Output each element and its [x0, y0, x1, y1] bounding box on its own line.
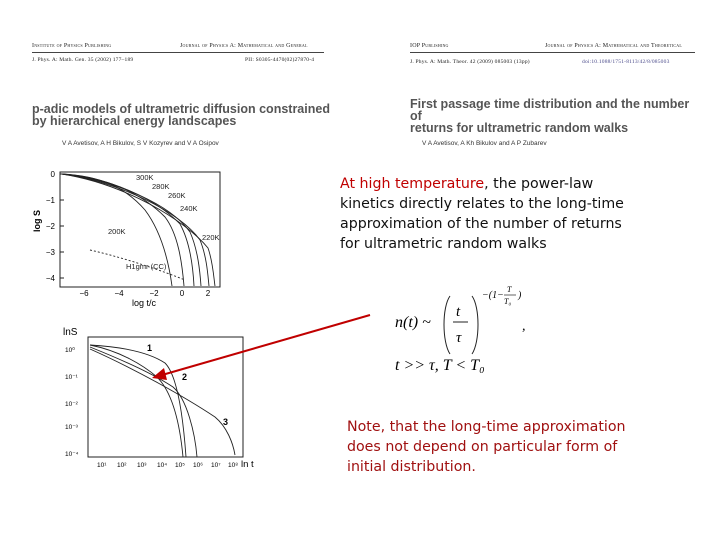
left-header-journal: Journal of Physics A: Mathematical and General — [180, 43, 308, 49]
statement-line1 — [340, 174, 670, 194]
left-pii: PII: S0305-4470(02)27870-4 — [245, 57, 315, 63]
right-header-journal: Journal of Physics A: Mathematical and Theoretical — [545, 43, 683, 49]
arrow-head — [152, 368, 167, 380]
statement-text — [340, 174, 670, 254]
top-ytick-4: −4 — [45, 274, 55, 283]
top-label-200k: 200K — [108, 227, 126, 236]
right-title-line1: First passage time distribution and the number of — [410, 97, 690, 123]
top-plot-ylabel: log S — [32, 210, 42, 232]
bottom-xtick-3: 10⁴ — [157, 462, 168, 469]
pointer-arrow — [140, 305, 380, 395]
formula-condition: t >> τ, T < T₀ — [395, 357, 485, 374]
right-header-rule — [410, 52, 695, 53]
bottom-label-2: 2 — [182, 372, 188, 382]
formula-exp-prefix: −(1− — [482, 290, 504, 301]
top-xtick-2: −2 — [149, 289, 159, 298]
top-plot-xlabel: log t/c — [132, 298, 157, 308]
left-header-rule — [32, 52, 324, 53]
bottom-plot-ylabel: lnS — [63, 327, 78, 338]
bottom-label-1: 1 — [147, 343, 153, 353]
left-title-line1: p-adic models of ultrametric diffusion constrained — [32, 102, 330, 116]
bottom-plot-y-ticks — [65, 346, 79, 458]
formula-trail: , — [522, 319, 526, 334]
formula-right-paren — [472, 296, 478, 354]
bottom-xtick-1: 10² — [117, 462, 127, 469]
top-label-280k: 280K — [152, 182, 170, 191]
left-header-publisher: Institute of Physics Publishing — [32, 43, 112, 49]
top-label-240k: 240K — [180, 204, 198, 213]
formula-left-paren — [444, 296, 450, 354]
right-title-line2: returns for ultrametric random walks — [410, 121, 629, 135]
top-label-260k: 260K — [168, 191, 186, 200]
bottom-ytick-2: 10⁻² — [65, 401, 78, 408]
top-plot-y-ticks — [46, 170, 64, 283]
top-ytick-0: 0 — [50, 170, 55, 179]
top-plot-x-ticks — [79, 289, 210, 298]
top-xtick-1: −4 — [114, 289, 124, 298]
bottom-plot-xlabel: ln t — [241, 459, 254, 470]
left-citation: J. Phys. A: Math. Gen. 35 (2002) 177–189 — [32, 57, 134, 63]
right-citation: J. Phys. A: Math. Theor. 42 (2009) 085003 (13pp) — [410, 59, 530, 65]
top-plot-curve-labels — [108, 173, 220, 271]
formula-frac-num: t — [456, 304, 461, 320]
left-paper-title — [32, 103, 332, 127]
note-line3: initial distribution. — [347, 459, 476, 475]
bottom-ytick-0: 10⁰ — [65, 347, 75, 354]
left-authors: V A Avetisov, A H Bikulov, S V Kozyrev and V A Osipov — [62, 140, 219, 147]
bottom-xtick-7: 10⁸ — [228, 462, 238, 469]
bottom-ytick-3: 10⁻³ — [65, 424, 78, 431]
note-line1: Note, that the long-time approximation — [347, 419, 626, 435]
note-text — [347, 417, 677, 477]
bottom-label-3: 3 — [223, 417, 229, 427]
statement-line3: approximation of the number of returns — [340, 216, 622, 232]
formula-exp-suffix: ) — [518, 290, 522, 301]
statement-line2: kinetics directly relates to the long-time — [340, 196, 624, 212]
formula-exp-den: T₀ — [504, 297, 512, 306]
bottom-xtick-4: 10⁵ — [175, 462, 185, 469]
formula-exp-num: T — [507, 285, 512, 294]
statement-line4: for ultrametric random walks — [340, 236, 547, 252]
note-line2: does not depend on particular form of — [347, 439, 618, 455]
statement-rest-line1: , the power-law — [484, 176, 594, 192]
bottom-xtick-6: 10⁷ — [211, 462, 221, 469]
right-paper-title — [410, 98, 700, 134]
arrow-shaft — [162, 315, 370, 375]
right-header-publisher: IOP Publishing — [410, 43, 449, 49]
bottom-plot-x-ticks — [97, 462, 238, 469]
right-doi[interactable]: doi:10.1088/1751-8113/42/8/085003 — [582, 59, 670, 65]
top-ytick-1: −1 — [45, 196, 55, 205]
left-title-line2: by hierarchical energy landscapes — [32, 114, 237, 128]
top-xtick-3: 0 — [179, 289, 185, 298]
top-plot — [30, 162, 230, 312]
bottom-ytick-4: 10⁻⁴ — [65, 451, 79, 458]
bottom-xtick-2: 10³ — [137, 462, 147, 469]
right-authors: V A Avetisov, A Kh Bikulov and A P Zubarev — [422, 140, 547, 147]
statement-highlight: At high temperature — [340, 176, 485, 192]
formula — [390, 282, 550, 377]
bottom-ytick-1: 10⁻¹ — [65, 374, 78, 381]
top-label-h1gmr: H1gmr (CC) — [126, 262, 167, 271]
top-ytick-3: −3 — [45, 248, 55, 257]
bottom-xtick-5: 10⁶ — [193, 462, 203, 469]
top-ytick-2: −2 — [45, 222, 55, 231]
formula-lhs: n(t) ~ — [395, 314, 431, 331]
top-xtick-4: 2 — [205, 289, 211, 298]
formula-frac-den: τ — [456, 330, 462, 346]
bottom-xtick-0: 10¹ — [97, 462, 107, 469]
top-xtick-0: −6 — [79, 289, 89, 298]
top-label-300k: 300K — [136, 173, 154, 182]
top-label-220k: 220K — [202, 233, 220, 242]
